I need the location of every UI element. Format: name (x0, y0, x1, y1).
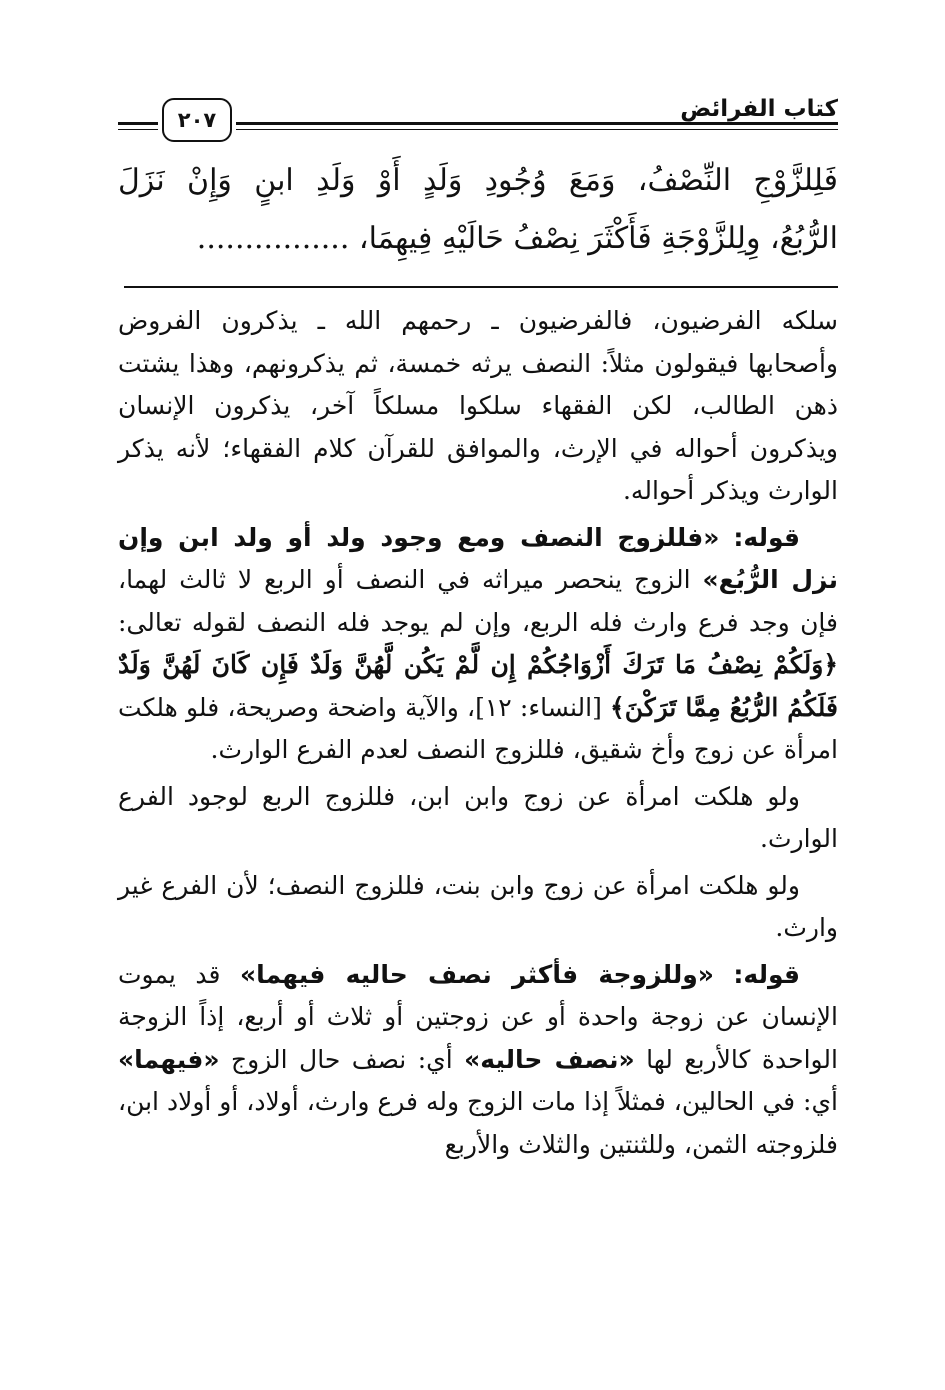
paragraph-5 (118, 954, 838, 1167)
paragraph-2-text-a: الزوج ينحصر ميراثه في النصف أو الربع لا ثالث لهما، فإن وجد فرع وارث فله الربع، وإن لم يوجد فله النصف لقوله تعالى: (118, 565, 838, 637)
matn-line-1: فَلِلزَّوْجِ النِّصْفُ، وَمَعَ وُجُودِ وَلَدٍ أَوْ وَلَدِ ابنٍ وَإِنْ نَزَلَ (118, 163, 838, 198)
paragraph-3: ولو هلكت امرأة عن زوج وابن ابن، فللزوج الربع لوجود الفرع الوارث. (118, 781, 838, 853)
paragraph-5-quote: «وللزوجة فأكثر نصف حاليه فيهما» (239, 959, 714, 989)
running-header (118, 90, 838, 146)
paragraph-5-text-b: أي: نصف حال الزوج (219, 1044, 465, 1074)
book-title: كتاب الفرائض (680, 96, 838, 122)
paragraph-5-text-c: أي: في الحالين، فمثلاً إذا مات الزوج وله فرع وارث، أولاد، أو أولاد ابن، فلزوجته الثمن، وللثنتين والثلاث والأربع (118, 1087, 838, 1159)
page-number: ٢٠٧ (177, 108, 217, 132)
paragraph-1: سلكه الفرضيون، فالفرضيون ـ رحمهم الله ـ يذكرون الفروض وأصحابها فيقولون مثلاً: النصف يرثه خمسة، ثم يذكرونهم، وهذا يشتت ذهن الطالب، لكن الفقهاء سلكوا مسلكاً آخر، يذكرون الإنسان ويذكرون أحواله في الإرث، والموافق للقرآن كلام الفقهاء؛ لأنه يذكر الوارث ويذكر أحواله. (118, 306, 838, 505)
header-rule-thin (236, 129, 838, 130)
term-half-two-states: «نصف حاليه» (464, 1044, 635, 1074)
quran-verse: ﴿وَلَكُمْ نِصْفُ مَا تَرَكَ أَزْوَاجُكُمْ إِن لَّمْ يَكُن لَّهُنَّ وَلَدٌ فَإِن كَانَ لَهُنَّ وَلَدٌ فَلَكُمُ الرُّبُعُ مِمَّا تَرَكْنَ﴾ (118, 650, 838, 722)
paragraph-5-label: قوله: (733, 959, 801, 989)
header-rule-left-thick (118, 122, 158, 125)
paragraph-2-label: قوله: (733, 522, 800, 552)
verse-citation: [النساء: ١٢] (475, 692, 611, 722)
matn-line-2: الرُّبُعُ، وِلِلزَّوْجَةِ فَأَكْثَرَ نِصْفُ حَالَيْهِ فِيهِمَا، ................ (196, 221, 838, 256)
matn-divider (124, 286, 838, 288)
page-number-box (162, 98, 232, 142)
commentary (118, 300, 838, 1170)
paragraph-5-text-a: قد يموت الإنسان عن زوجة واحدة أو عن زوجتين أو ثلاث أو أربع، إذاً الزوجة الواحدة كالأربع لها (118, 959, 838, 1074)
matn-text (118, 152, 838, 268)
paragraph-4: ولو هلكت امرأة عن زوج وابن بنت، فللزوج النصف؛ لأن الفرع غير وارث. (118, 870, 838, 942)
term-in-both: «فيهما» (118, 1044, 220, 1074)
header-rule-thick (236, 122, 838, 125)
paragraph-2-quote: «فللزوج النصف ومع وجود ولد أو ولد ابن وإن نزل الرُّبُع» (118, 522, 838, 594)
header-rule-left-thin (118, 129, 158, 130)
paragraph-2-text-b: ، والآية واضحة وصريحة، فلو هلكت امرأة عن زوج وأخ شقيق، فللزوج النصف لعدم الفرع الوارث. (118, 692, 838, 764)
paragraph-2 (118, 517, 838, 772)
